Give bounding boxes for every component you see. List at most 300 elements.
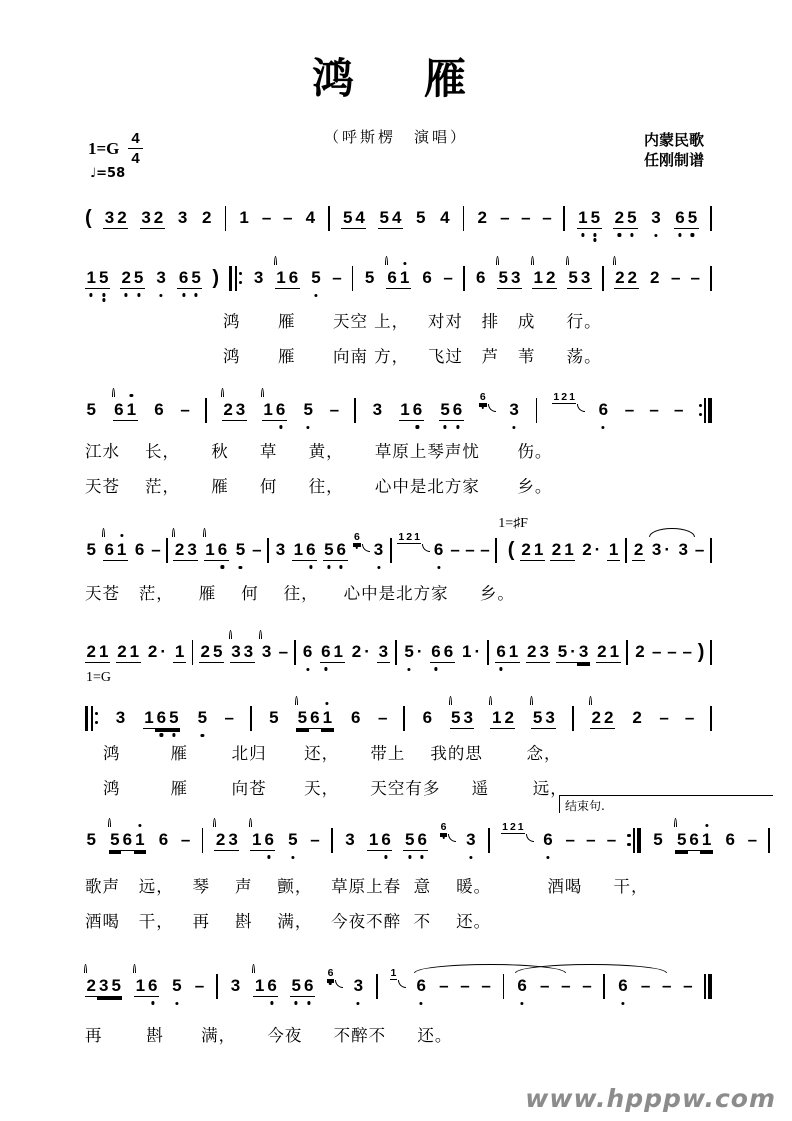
time-upper: 4 <box>128 131 142 149</box>
note-digit: 5 <box>97 268 109 289</box>
note-digit: 2 <box>597 641 607 661</box>
note-digit: 1 <box>608 539 619 559</box>
duration-dash: – <box>377 708 388 727</box>
note-digit: 6 <box>327 967 335 980</box>
duration-dash: – <box>606 830 617 849</box>
note-digit: 6 <box>301 642 313 662</box>
note-digit: 2 <box>591 707 601 727</box>
octave-dot-below <box>314 294 317 297</box>
duration-dash: – <box>460 976 470 995</box>
note-digit: 6 <box>430 642 442 663</box>
music-line-2 <box>85 260 712 296</box>
duration-dash: – <box>151 540 161 559</box>
grace-tie <box>398 980 406 988</box>
music-line-6 <box>85 700 712 736</box>
barline <box>403 706 405 731</box>
note-group <box>230 642 255 663</box>
barline <box>294 640 296 665</box>
octave-dot-below <box>221 565 224 568</box>
note-group <box>649 268 661 288</box>
barline <box>710 206 712 231</box>
octave-dot-below <box>420 1002 423 1005</box>
note-digit: 6 <box>422 708 433 727</box>
duration-dash: – <box>682 642 692 661</box>
note-group <box>520 540 545 561</box>
note-digit: 2 <box>406 530 413 543</box>
repeat-barline-open <box>229 266 242 291</box>
note-group <box>581 540 602 560</box>
note-group <box>403 642 424 662</box>
slur-arc <box>229 630 232 639</box>
slur-arc <box>530 696 533 705</box>
parenthesis: ) <box>212 267 220 289</box>
note-digit: · <box>474 642 481 661</box>
note-group <box>341 208 366 229</box>
note-digit: 5 <box>557 641 568 661</box>
note-group <box>143 708 180 729</box>
note-digit: · <box>364 642 370 661</box>
octave-dot-below <box>546 856 549 859</box>
note-digit: 5 <box>86 400 96 419</box>
grace-note <box>353 531 370 544</box>
octave-dot-below <box>340 565 343 568</box>
duration-dash: – <box>465 540 475 559</box>
note-digit: 5 <box>626 208 638 229</box>
note-digit: 3 <box>243 641 254 661</box>
note-digit: 3 <box>465 830 477 850</box>
note-digit: · <box>160 642 167 661</box>
duration-dash: – <box>694 540 705 559</box>
note-digit: 6 <box>542 830 554 850</box>
note-digit: 1 <box>461 642 472 661</box>
note-digit: 6 <box>476 268 486 287</box>
note-digit: 3 <box>463 707 473 727</box>
note-group <box>372 540 384 560</box>
duration-dash: – <box>673 400 684 419</box>
octave-dot-below <box>329 982 332 985</box>
note-group <box>439 400 464 421</box>
slur-arc <box>274 256 277 265</box>
slur-arc <box>172 528 175 537</box>
note-group <box>432 540 444 560</box>
note-digit: 2 <box>223 399 233 419</box>
note-digit: 5 <box>403 642 415 662</box>
note-digit: 6 <box>443 641 454 661</box>
duration-dash: – <box>480 540 490 559</box>
duration-dash: – <box>542 208 552 227</box>
octave-dot-below <box>160 294 163 297</box>
lyric-line-7: 鸿 雁 向苍 天， 天空有多 遥 远， <box>103 779 568 798</box>
note-group <box>577 208 602 229</box>
note-digit: 2 <box>613 208 625 229</box>
note-digit: 1 <box>293 539 304 559</box>
note-digit: 6 <box>302 976 314 997</box>
note-digit: 1 <box>251 829 262 849</box>
music-line-4: 5 6 1 6 – 2 3 1 6 5 – 3 1 6 5 6 6 3 1 2 1 6 – – – 1=♯F ( 2 1 2 1 2 · 1 2 3 · 3 – <box>85 532 712 568</box>
duration-dash: – <box>261 208 272 227</box>
grace-note <box>479 391 496 404</box>
octave-dot-below <box>102 298 105 301</box>
lyric-line-5: 天苍 茫， 雁 何 往， 心中是北方家 乡。 <box>85 584 515 603</box>
note-digit: 6 <box>597 400 609 420</box>
barline <box>463 266 465 291</box>
note-group <box>238 208 250 228</box>
note-digit: 6 <box>725 830 735 849</box>
barline <box>352 266 354 291</box>
note-group <box>617 976 629 996</box>
note-group <box>450 708 475 729</box>
note-group <box>596 642 621 663</box>
note-group <box>140 208 165 229</box>
octave-dot-below <box>521 1002 524 1005</box>
slur-arc <box>112 388 115 397</box>
octave-dot-below <box>594 233 597 236</box>
note-group <box>155 268 167 288</box>
note-group <box>310 268 322 288</box>
note-digit: 1 <box>263 399 273 419</box>
note-digit: 2 <box>477 208 487 227</box>
barline <box>495 538 497 563</box>
note-group <box>296 708 333 729</box>
note-digit: 2 <box>147 642 158 661</box>
octave-dot-below <box>437 566 440 569</box>
note-digit: 5 <box>589 208 601 229</box>
note-digit: 6 <box>147 976 159 997</box>
barline <box>192 640 194 665</box>
duration-dash: – <box>661 976 672 995</box>
note-group <box>590 708 615 729</box>
note-digit: 2 <box>615 267 625 287</box>
octave-dot-below <box>442 836 445 839</box>
note-digit: 3 <box>235 399 246 419</box>
note-group <box>350 642 371 662</box>
note-digit: 1 <box>564 539 574 559</box>
duration-dash: – <box>582 976 592 995</box>
octave-dot-below <box>416 425 419 428</box>
barline <box>625 538 627 563</box>
duration-dash: – <box>332 268 342 287</box>
note-digit: 1 <box>553 390 560 403</box>
note-digit: 1 <box>398 530 405 543</box>
note-digit: 6 <box>387 267 397 287</box>
octave-dot-above <box>120 534 123 537</box>
note-group <box>301 642 313 662</box>
note-digit: 6 <box>335 540 347 561</box>
note-group <box>675 830 712 851</box>
slur-arc <box>566 256 569 265</box>
lyric-line-3: 江水 长， 秋 草 黄， 草原上琴声忧 伤。 <box>85 442 553 461</box>
note-digit: 1 <box>135 975 146 995</box>
note-group <box>146 642 167 662</box>
note-group <box>386 268 411 289</box>
music-line-3 <box>85 392 712 428</box>
note-digit: 5 <box>403 830 415 851</box>
note-digit: 1 <box>254 975 265 995</box>
note-digit: 6 <box>154 400 164 419</box>
slur-arc <box>84 964 87 973</box>
barline <box>768 828 770 853</box>
note-group <box>85 642 110 663</box>
note-digit: 3 <box>275 540 286 559</box>
note-group <box>378 208 403 229</box>
lyric-line-2: 鸿 雁 向南 方， 飞过 芦 苇 荡。 <box>223 347 602 366</box>
grace-note <box>390 967 407 980</box>
note-digit: 6 <box>380 830 392 851</box>
note-digit: 6 <box>351 708 361 727</box>
lyric-line-8: 歌声 远， 琴 声 颤， 草原上春 意 暖。 酒喝 干， <box>85 877 649 896</box>
note-group <box>176 208 188 228</box>
slur-arc <box>589 696 592 705</box>
note-group <box>262 400 287 421</box>
note-group <box>222 400 247 421</box>
note-digit: 6 <box>216 540 228 561</box>
music-line-8 <box>85 968 712 1004</box>
slur-arc <box>102 528 105 537</box>
note-digit: 5 <box>287 830 299 850</box>
note-group <box>652 830 664 850</box>
note-group <box>173 540 198 561</box>
note-digit: 5 <box>302 400 314 420</box>
duration-dash: – <box>278 642 289 661</box>
note-digit: 5 <box>110 829 120 849</box>
barline <box>572 706 574 731</box>
note-digit: 6 <box>479 391 487 404</box>
note-digit: 4 <box>355 207 365 227</box>
note-digit: 5 <box>451 707 461 727</box>
note-digit: 2 <box>215 829 226 849</box>
octave-dot-below <box>182 293 185 296</box>
note-group <box>597 400 609 420</box>
duration-dash: – <box>690 268 700 287</box>
repeat-dots <box>95 712 98 724</box>
octave-dot-above <box>403 262 406 265</box>
note-group <box>632 540 644 561</box>
note-digit: 3 <box>678 540 688 559</box>
octave-dot-below <box>151 1001 154 1004</box>
slur-arc <box>259 630 262 639</box>
grace-tie <box>488 404 496 412</box>
note-digit: 6 <box>266 976 278 997</box>
note-group <box>516 976 528 996</box>
duration-dash: – <box>180 830 191 849</box>
duration-dash: – <box>659 708 669 727</box>
note-digit: 3 <box>345 830 355 849</box>
note-group <box>133 540 145 560</box>
parenthesis: ( <box>507 539 515 561</box>
barline <box>250 706 252 731</box>
note-digit: 3 <box>230 976 241 995</box>
octave-dot-above <box>130 394 133 397</box>
note-digit: 6 <box>310 707 320 727</box>
grace-tie <box>422 544 430 552</box>
note-digit: 6 <box>353 531 361 544</box>
note-group <box>607 540 619 561</box>
duration-dash: – <box>667 642 677 661</box>
note-digit: 3 <box>231 641 241 661</box>
repeat-barline-close <box>627 828 640 853</box>
note-group <box>260 642 272 662</box>
lyric-line-4: 天苍 茫， 雁 何 往， 心中是北方家 乡。 <box>85 477 553 496</box>
barline <box>354 398 356 423</box>
key-signature: 1=G <box>88 138 120 158</box>
time-lower: 4 <box>131 150 140 167</box>
note-group <box>350 708 362 728</box>
slur-arc <box>489 696 492 705</box>
note-group <box>542 830 554 850</box>
note-digit: 6 <box>288 267 299 287</box>
note-digit: 1 <box>569 390 575 403</box>
note-digit: 2 <box>650 268 660 287</box>
credit-source: 内蒙民歌 <box>643 131 704 149</box>
note-digit: 6 <box>440 821 448 834</box>
duration-dash: – <box>640 976 651 995</box>
note-group <box>85 268 110 289</box>
note-group <box>421 708 433 728</box>
slur-arc <box>531 256 534 265</box>
note-digit: 1 <box>333 641 343 661</box>
note-digit: 5 <box>498 267 508 287</box>
octave-dot-below <box>125 293 128 296</box>
tempo-mark: ♩=58 <box>90 166 126 181</box>
note-group <box>674 208 699 229</box>
duration-dash: – <box>310 830 320 849</box>
note-digit: 3 <box>155 268 167 288</box>
note-group <box>250 830 275 851</box>
note-group <box>177 268 202 289</box>
octave-dot-below <box>324 667 327 670</box>
octave-dot-below <box>594 238 597 241</box>
note-digit: 5 <box>190 268 202 289</box>
slur-arc <box>213 818 216 827</box>
note-digit: 2 <box>509 820 516 833</box>
barline <box>376 974 378 999</box>
note-digit: 5 <box>212 641 223 661</box>
note-digit: · <box>664 540 670 559</box>
key-time-signature <box>88 131 143 166</box>
note-group <box>421 268 433 288</box>
note-digit: 5 <box>269 708 279 727</box>
note-digit: 2 <box>174 539 185 559</box>
music-line-1 <box>85 200 712 236</box>
note-group <box>415 976 427 996</box>
note-digit: 1 <box>239 208 249 227</box>
note-digit: 3 <box>261 642 272 661</box>
slur-arc <box>221 388 224 397</box>
octave-dot-below <box>408 855 411 858</box>
note-group <box>614 268 639 289</box>
note-digit: · <box>570 641 576 661</box>
slur-arc <box>261 388 264 397</box>
note-digit: 3 <box>650 208 662 228</box>
note-group <box>275 268 300 289</box>
note-group <box>532 268 557 289</box>
note-group <box>171 976 183 996</box>
note-digit: 1 <box>125 400 137 421</box>
grace-tie <box>577 404 585 412</box>
note-digit: 3 <box>372 400 383 419</box>
note-digit: 2 <box>117 641 127 661</box>
note-digit: 3 <box>228 829 238 849</box>
duration-dash: – <box>194 976 205 995</box>
octave-dot-below <box>469 856 472 859</box>
slur-arc <box>649 528 695 537</box>
note-digit: 1 <box>276 267 286 287</box>
note-group <box>460 642 481 662</box>
octave-dot-below <box>630 233 633 236</box>
octave-dot-below <box>434 667 437 670</box>
note-digit: 6 <box>416 830 428 851</box>
repeat-dots <box>239 272 242 284</box>
note-digit: 1 <box>609 641 620 661</box>
octave-dot-below <box>581 233 584 236</box>
note-digit: 3 <box>372 540 384 560</box>
octave-dot-below <box>268 855 271 858</box>
note-digit: 2 <box>632 708 642 727</box>
note-digit: 5 <box>342 207 353 227</box>
slur-arc <box>252 964 255 973</box>
slur-arc <box>203 528 206 537</box>
credits <box>644 130 704 171</box>
note-digit: 6 <box>122 829 133 849</box>
note-digit: 5 <box>653 830 663 849</box>
octave-dot-below <box>356 546 359 549</box>
note-group <box>344 830 356 850</box>
note-digit: 6 <box>495 642 507 663</box>
grace-tie <box>448 834 456 842</box>
note-digit: 1 <box>533 539 544 559</box>
note-digit: 2 <box>86 975 96 995</box>
duration-dash: – <box>329 400 340 419</box>
note-group <box>214 830 239 851</box>
note-digit: 4 <box>305 208 316 227</box>
note-digit: 2 <box>527 641 537 661</box>
note-group <box>274 540 286 560</box>
octave-dot-below <box>618 233 621 236</box>
slur-arc <box>249 818 252 827</box>
duration-dash: – <box>481 976 491 995</box>
note-digit: 2 <box>603 707 614 727</box>
note-digit: 5 <box>234 540 246 560</box>
note-group <box>650 208 662 228</box>
grace-note <box>397 531 430 544</box>
note-digit: 6 <box>422 268 432 287</box>
note-group <box>85 976 122 997</box>
barline <box>267 538 269 563</box>
note-group <box>304 208 316 228</box>
note-group <box>439 208 451 228</box>
note-digit: 3 <box>352 976 364 996</box>
octave-dot-below <box>691 233 694 236</box>
note-digit: 6 <box>263 830 275 851</box>
grace-tie <box>526 834 534 842</box>
note-group <box>153 400 165 420</box>
music-line-5 <box>85 634 712 670</box>
note-digit: 5 <box>532 707 543 727</box>
note-digit: 5 <box>323 540 335 561</box>
note-group <box>287 830 299 850</box>
song-title: 鸿 雁 <box>311 54 480 103</box>
note-group <box>476 208 488 228</box>
note-group <box>465 830 477 850</box>
note-digit: 1 <box>205 539 215 559</box>
note-digit: 2 <box>633 539 644 559</box>
lyric-line-1: 鸿 雁 天空 上， 对对 排 成 行。 <box>223 312 602 331</box>
barline <box>536 398 538 423</box>
octave-dot-below <box>195 293 198 296</box>
note-digit: 1 <box>85 268 97 289</box>
octave-dot-below <box>654 234 657 237</box>
duration-dash: – <box>683 976 693 995</box>
